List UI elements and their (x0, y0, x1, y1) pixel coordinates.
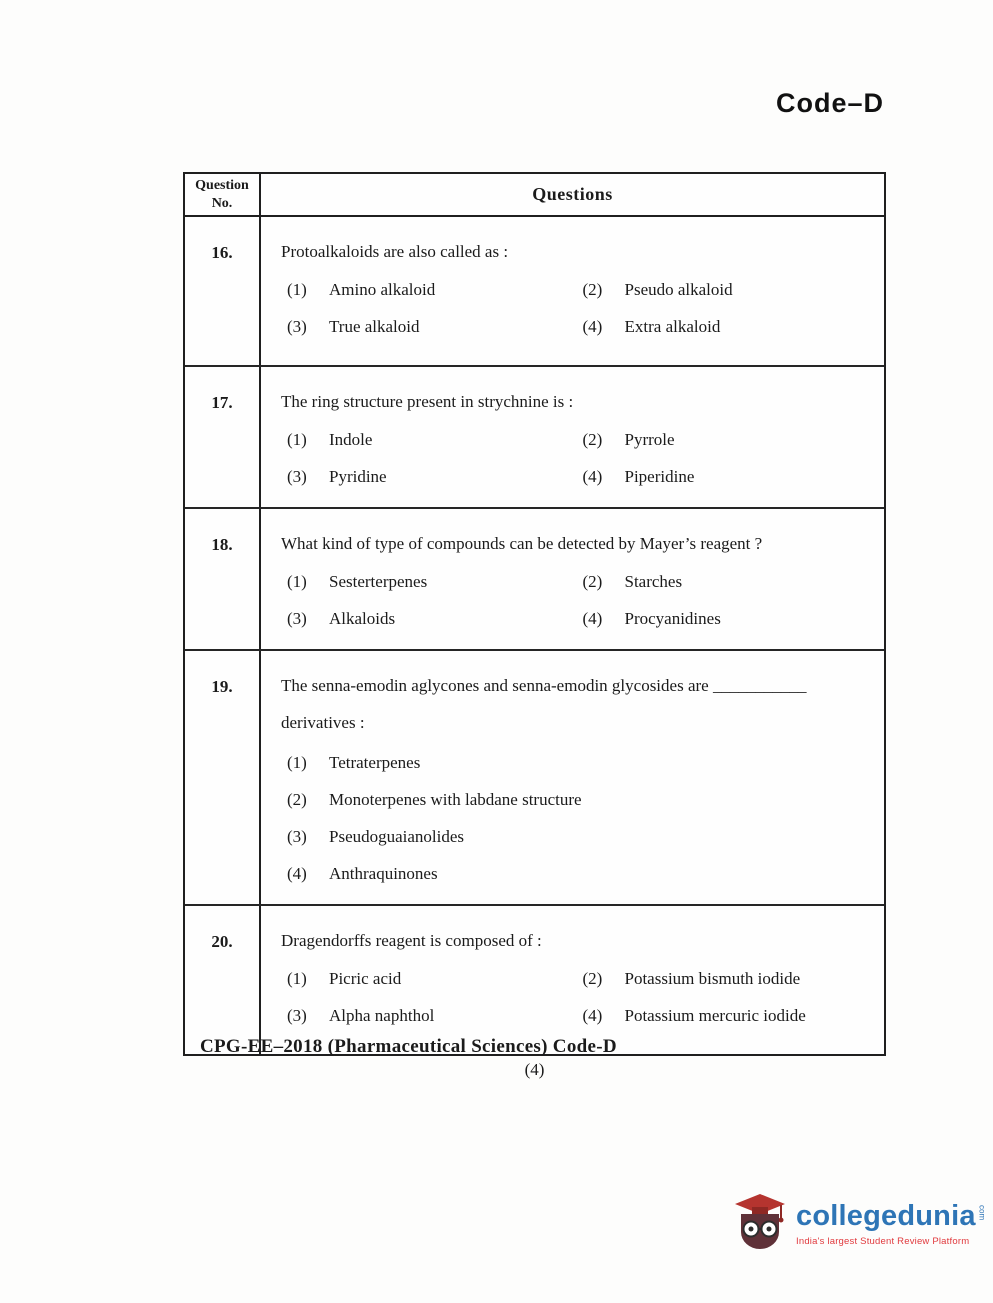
question-content (261, 906, 884, 1054)
collegedunia-brand-name: collegedunia (796, 1200, 976, 1232)
options-grid (281, 430, 870, 487)
option-label: Anthraquinones (329, 863, 438, 883)
option-number: (4) (287, 863, 307, 883)
exam-code-label: Code–D (776, 88, 885, 118)
option-2 (583, 969, 871, 989)
collegedunia-logo (733, 1192, 986, 1257)
option-4 (287, 864, 870, 884)
collegedunia-tld: com (977, 1205, 987, 1221)
option-label: Procyanidines (624, 608, 721, 628)
option-label: Extra alkaloid (624, 316, 721, 336)
option-1 (287, 572, 575, 592)
option-label: Starches (624, 571, 683, 591)
option-label: Sesterterpenes (329, 571, 428, 591)
question-content (261, 509, 884, 649)
option-label: Alkaloids (329, 608, 396, 628)
option-label: Pyridine (329, 466, 387, 486)
question-text: Protoalkaloids are also called as : (281, 242, 509, 261)
option-3 (287, 467, 575, 487)
option-number: (1) (287, 429, 307, 449)
option-label: Indole (329, 429, 373, 449)
option-1 (287, 430, 575, 450)
option-number: (2) (582, 968, 603, 988)
option-label: Monoterpenes with labdane structure (329, 789, 582, 809)
question-text: Dragendorffs reagent is composed of : (281, 930, 542, 950)
option-label: Picric acid (329, 968, 402, 988)
option-3 (287, 317, 575, 337)
option-number: (4) (582, 608, 603, 628)
option-number: (3) (287, 826, 307, 846)
options-grid (281, 572, 870, 629)
option-4 (583, 317, 871, 337)
table-header-row (185, 174, 884, 217)
option-number: (3) (287, 608, 307, 628)
option-3 (287, 1006, 575, 1026)
questions-table (183, 172, 886, 1056)
options-grid (281, 969, 870, 1026)
question-number: 18. (185, 509, 261, 649)
option-number: (3) (287, 316, 307, 336)
option-1 (287, 753, 870, 773)
question-content (261, 217, 884, 365)
option-label: True alkaloid (329, 316, 420, 336)
exam-footer-line: CPG-EE–2018 (Pharmaceutical Sciences) Code-D (200, 1036, 617, 1057)
option-number: (2) (582, 279, 603, 299)
option-3 (287, 609, 575, 629)
collegedunia-logo-text (796, 1202, 986, 1247)
option-label: Amino alkaloid (329, 279, 436, 299)
question-row-17 (185, 365, 884, 507)
option-number: (2) (582, 429, 603, 449)
option-number: (1) (287, 571, 307, 591)
question-text: The senna-emodin aglycones and senna-emodin glycosides are ___________ (281, 675, 807, 695)
option-number: (1) (287, 752, 307, 772)
question-content (261, 651, 884, 904)
option-label: Potassium bismuth iodide (624, 968, 801, 988)
option-label: Potassium mercuric iodide (624, 1005, 806, 1025)
option-1 (287, 969, 575, 989)
question-number: 16. (185, 217, 261, 365)
option-label: Pyrrole (624, 429, 675, 449)
collegedunia-tagline: India's largest Student Review Platform (796, 1236, 970, 1247)
question-no-header-line2: No. (211, 195, 233, 211)
option-2 (287, 790, 870, 810)
option-number: (3) (287, 1005, 307, 1025)
option-label: Tetraterpenes (329, 752, 421, 772)
option-4 (583, 1006, 871, 1026)
question-text: The ring structure present in strychnine is : (281, 392, 574, 411)
question-number: 19. (185, 651, 261, 904)
option-1 (287, 280, 575, 300)
option-2 (583, 280, 871, 300)
option-number: (4) (582, 1005, 603, 1025)
question-no-header-line1: Question (195, 178, 249, 193)
question-no-column-header (185, 174, 261, 215)
collegedunia-mascot-icon (733, 1192, 787, 1257)
option-number: (4) (582, 466, 603, 486)
page-number: (4) (524, 1060, 545, 1079)
option-3 (287, 827, 870, 847)
option-number: (1) (287, 968, 307, 988)
question-row-20 (185, 904, 884, 1054)
question-content (261, 367, 884, 507)
questions-column-header: Questions (532, 184, 613, 204)
option-number: (2) (582, 571, 603, 591)
option-4 (583, 609, 871, 629)
option-number: (3) (287, 466, 307, 486)
question-row-19 (185, 649, 884, 904)
options-list (281, 753, 870, 884)
question-row-16 (185, 217, 884, 365)
option-4 (583, 467, 871, 487)
option-2 (583, 572, 871, 592)
option-label: Piperidine (624, 466, 695, 486)
question-text: What kind of type of compounds can be detected by Mayer’s reagent ? (281, 533, 763, 553)
question-text-line2: derivatives : (281, 712, 365, 732)
option-2 (583, 430, 871, 450)
option-label: Alpha naphthol (329, 1005, 435, 1025)
option-number: (1) (287, 279, 307, 299)
option-number: (4) (582, 316, 603, 336)
question-number: 20. (185, 906, 261, 1054)
question-number: 17. (185, 367, 261, 507)
question-row-18 (185, 507, 884, 649)
option-label: Pseudoguaianolides (329, 826, 465, 846)
option-label: Pseudo alkaloid (624, 279, 733, 299)
option-number: (2) (287, 789, 307, 809)
options-grid (281, 280, 870, 337)
